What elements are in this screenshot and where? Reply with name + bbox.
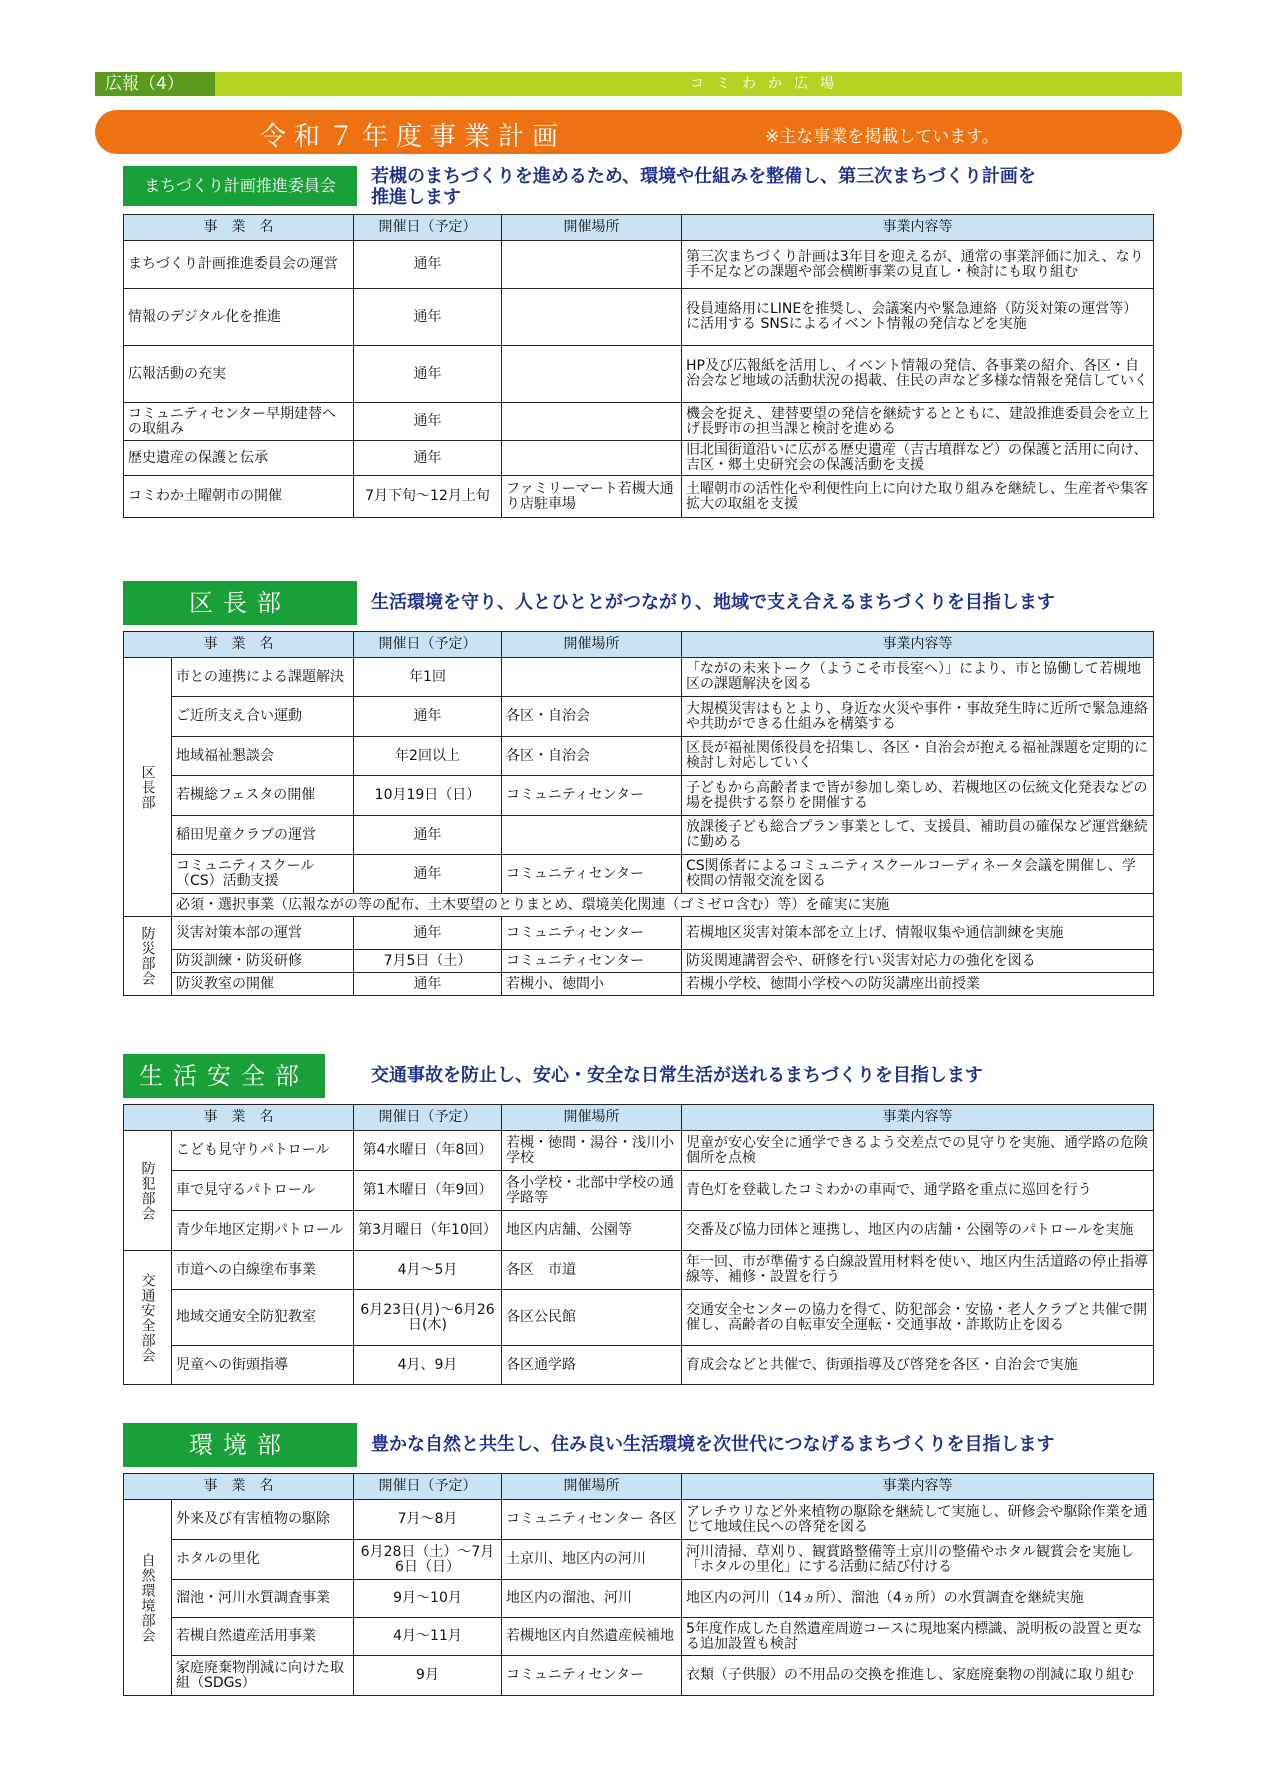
column-header: 事 業 名 bbox=[124, 215, 354, 241]
event-date: 6月28日（土）～7月6日（日） bbox=[354, 1540, 502, 1580]
column-header: 事業内容等 bbox=[682, 215, 1154, 241]
table-row bbox=[124, 1540, 1154, 1580]
table-row bbox=[124, 289, 1154, 346]
event-place: 地区内の溜池、河川 bbox=[502, 1580, 682, 1618]
table-row bbox=[124, 917, 1154, 950]
event-name: こども見守りパトロール bbox=[172, 1131, 354, 1171]
event-place: 各小学校・北部中学校の通学路等 bbox=[502, 1171, 682, 1211]
group-label-text: 自然環境部会 bbox=[139, 1552, 156, 1643]
event-date: 10月19日（日） bbox=[354, 776, 502, 816]
table-row bbox=[124, 1131, 1154, 1171]
event-place: 各区・自治会 bbox=[502, 697, 682, 737]
column-header: 事 業 名 bbox=[124, 1474, 354, 1500]
event-name: 若槻自然遺産活用事業 bbox=[172, 1618, 354, 1656]
event-place: 若槻・徳間・湯谷・浅川小学校 bbox=[502, 1131, 682, 1171]
event-name: 防災訓練・防災研修 bbox=[172, 950, 354, 973]
event-name: 広報活動の充実 bbox=[124, 346, 354, 403]
event-name: ご近所支え合い運動 bbox=[172, 697, 354, 737]
event-place: 各区 市道 bbox=[502, 1251, 682, 1290]
group-label-text: 防犯部会 bbox=[139, 1160, 156, 1221]
event-description: 放課後子ども総合プラン事業として、支援員、補助員の確保など運営継続に勤める bbox=[682, 816, 1154, 855]
event-place: 各区公民館 bbox=[502, 1290, 682, 1346]
event-date: 通年 bbox=[354, 855, 502, 894]
column-header: 開催日（予定） bbox=[354, 1105, 502, 1131]
event-date: 通年 bbox=[354, 403, 502, 441]
event-date: 通年 bbox=[354, 917, 502, 950]
event-place bbox=[502, 289, 682, 346]
event-name: 災害対策本部の運営 bbox=[172, 917, 354, 950]
event-description: 旧北国街道沿いに広がる歴史遺産（吉古墳群など）の保護と活用に向け、吉区・郷土史研究会の保護活動を支援 bbox=[682, 441, 1154, 476]
event-name: まちづくり計画推進委員会の運営 bbox=[124, 241, 354, 289]
group-label bbox=[124, 917, 172, 996]
event-date: 4月、9月 bbox=[354, 1346, 502, 1385]
table-row bbox=[124, 816, 1154, 855]
event-place: コミュニティセンター bbox=[502, 917, 682, 950]
event-description: 5年度作成した自然遺産周遊コースに現地案内標識、説明板の設置と更なる追加設置も検討 bbox=[682, 1618, 1154, 1656]
event-place bbox=[502, 816, 682, 855]
column-header: 事業内容等 bbox=[682, 632, 1154, 658]
event-date: 年1回 bbox=[354, 658, 502, 697]
event-description: CS関係者によるコミュニティスクールコーディネータ会議を開催し、学校間の情報交流を図る bbox=[682, 855, 1154, 894]
event-name: 溜池・河川水質調査事業 bbox=[172, 1580, 354, 1618]
group-label-text: 交通安全部会 bbox=[139, 1272, 156, 1363]
event-place bbox=[502, 346, 682, 403]
table-row bbox=[124, 776, 1154, 816]
event-name: 情報のデジタル化を推進 bbox=[124, 289, 354, 346]
event-date: 通年 bbox=[354, 441, 502, 476]
event-description: 若槻地区災害対策本部を立上げ、情報収集や通信訓練を実施 bbox=[682, 917, 1154, 950]
group-label-text: 区長部 bbox=[139, 764, 156, 810]
section-label: 生活安全部 bbox=[123, 1054, 325, 1098]
event-name: コミュニティスクール（CS）活動支援 bbox=[172, 855, 354, 894]
event-name: 家庭廃棄物削減に向けた取組（SDGs） bbox=[172, 1656, 354, 1696]
event-name: 市との連携による課題解決 bbox=[172, 658, 354, 697]
event-name: 地域福祉懇談会 bbox=[172, 737, 354, 776]
event-date: 通年 bbox=[354, 973, 502, 996]
column-header: 事 業 名 bbox=[124, 1105, 354, 1131]
event-place: コミュニティセンター bbox=[502, 950, 682, 973]
section-slogan: 若槻のまちづくりを進めるため、環境や仕組みを整備し、第三次まちづくり計画を 推進します bbox=[371, 166, 1036, 208]
event-description: 機会を捉え、建替要望の発信を継続するとともに、建設推進委員会を立上げ長野市の担当課と検討を進める bbox=[682, 403, 1154, 441]
event-place: 若槻小、徳間小 bbox=[502, 973, 682, 996]
table-row bbox=[124, 1346, 1154, 1385]
event-description: 役員連絡用にLINEを推奨し、会議案内や緊急連絡（防災対策の運営等）に活用する SNSによるイベント情報の発信などを実施 bbox=[682, 289, 1154, 346]
table-row bbox=[124, 1251, 1154, 1290]
section-ward-chief bbox=[123, 581, 1154, 996]
event-place: 各区・自治会 bbox=[502, 737, 682, 776]
event-place: ファミリーマート若槻大通り店駐車場 bbox=[502, 476, 682, 518]
event-name: 防災教室の開催 bbox=[172, 973, 354, 996]
event-date: 7月5日（土） bbox=[354, 950, 502, 973]
event-date: 通年 bbox=[354, 289, 502, 346]
event-description: HP及び広報紙を活用し、イベント情報の発信、各事業の紹介、各区・自治会など地域の活動状況の掲載、住民の声など多様な情報を発信していく bbox=[682, 346, 1154, 403]
event-name: 地域交通安全防犯教室 bbox=[172, 1290, 354, 1346]
group-label bbox=[124, 1500, 172, 1696]
group-label bbox=[124, 1131, 172, 1251]
section-slogan: 豊かな自然と共生し、住み良い生活環境を次世代につなげるまちづくりを目指します bbox=[371, 1434, 1055, 1455]
table-row bbox=[124, 658, 1154, 697]
event-description: 区長が福祉関係役員を招集し、各区・自治会が抱える福祉課題を定期的に検討し対応していく bbox=[682, 737, 1154, 776]
table-row bbox=[124, 1171, 1154, 1211]
plan-table bbox=[123, 1104, 1154, 1385]
event-date: 4月～5月 bbox=[354, 1251, 502, 1290]
page-title: 令和７年度事業計画 bbox=[260, 122, 567, 152]
event-date: 通年 bbox=[354, 241, 502, 289]
event-name: 若槻総フェスタの開催 bbox=[172, 776, 354, 816]
table-row bbox=[124, 1618, 1154, 1656]
event-date: 通年 bbox=[354, 346, 502, 403]
event-description: 交番及び協力団体と連携し、地区内の店舗・公園等のパトロールを実施 bbox=[682, 1211, 1154, 1251]
column-header: 事業内容等 bbox=[682, 1105, 1154, 1131]
event-date: 年2回以上 bbox=[354, 737, 502, 776]
column-header: 開催日（予定） bbox=[354, 1474, 502, 1500]
event-description: 児童が安心安全に通学できるよう交差点での見守りを実施、通学路の危険個所を点検 bbox=[682, 1131, 1154, 1171]
event-name: 外来及び有害植物の駆除 bbox=[172, 1500, 354, 1540]
event-description: 「ながの未来トーク（ようこそ市長室へ）」により、市と協働して若槻地区の課題解決を図る bbox=[682, 658, 1154, 697]
event-place bbox=[502, 241, 682, 289]
event-place bbox=[502, 403, 682, 441]
group-label bbox=[124, 658, 172, 917]
event-name: ホタルの里化 bbox=[172, 1540, 354, 1580]
event-name: 歴史遺産の保護と伝承 bbox=[124, 441, 354, 476]
event-description: 育成会などと共催で、街頭指導及び啓発を各区・自治会で実施 bbox=[682, 1346, 1154, 1385]
event-description: 子どもから高齢者まで皆が参加し楽しめ、若槻地区の伝統文化発表などの場を提供する祭りを開催する bbox=[682, 776, 1154, 816]
event-date: 4月～11月 bbox=[354, 1618, 502, 1656]
page-header-bar bbox=[95, 72, 1182, 96]
column-header: 開催場所 bbox=[502, 215, 682, 241]
section-slogan: 生活環境を守り、人とひととがつながり、地域で支え合えるまちづくりを目指します bbox=[371, 592, 1055, 613]
page-number: 広報（4） bbox=[95, 72, 215, 96]
event-date: 7月下旬～12月上旬 bbox=[354, 476, 502, 518]
event-place: 各区通学路 bbox=[502, 1346, 682, 1385]
event-description: 若槻小学校、徳間小学校への防災講座出前授業 bbox=[682, 973, 1154, 996]
column-header: 開催日（予定） bbox=[354, 632, 502, 658]
event-place: コミュニティセンター bbox=[502, 855, 682, 894]
table-row bbox=[124, 697, 1154, 737]
event-date: 7月～8月 bbox=[354, 1500, 502, 1540]
event-date: 9月 bbox=[354, 1656, 502, 1696]
event-place: 若槻地区内自然遺産候補地 bbox=[502, 1618, 682, 1656]
table-row bbox=[124, 1656, 1154, 1696]
column-header: 開催場所 bbox=[502, 632, 682, 658]
event-name: 稲田児童クラブの運営 bbox=[172, 816, 354, 855]
event-date: 通年 bbox=[354, 816, 502, 855]
event-name: コミわか土曜朝市の開催 bbox=[124, 476, 354, 518]
table-row bbox=[124, 1211, 1154, 1251]
table-row bbox=[124, 346, 1154, 403]
table-row bbox=[124, 441, 1154, 476]
event-description: 河川清掃、草刈り、観賞路整備等土京川の整備やホタル観賞会を実施し「ホタルの里化」にする活動に結び付ける bbox=[682, 1540, 1154, 1580]
table-row bbox=[124, 973, 1154, 996]
table-row bbox=[124, 476, 1154, 518]
event-date: 第3月曜日（年10回） bbox=[354, 1211, 502, 1251]
event-place bbox=[502, 441, 682, 476]
group-label-text: 防災部会 bbox=[139, 926, 156, 986]
table-row bbox=[124, 737, 1154, 776]
event-place bbox=[502, 658, 682, 697]
event-name: コミュニティセンター早期建替への取組み bbox=[124, 403, 354, 441]
event-description: アレチウリなど外来植物の駆除を継続して実施し、研修会や駆除作業を通じて地域住民への啓発を図る bbox=[682, 1500, 1154, 1540]
section-environment bbox=[123, 1423, 1154, 1696]
plan-table bbox=[123, 631, 1154, 996]
column-header: 開催日（予定） bbox=[354, 215, 502, 241]
event-description: 交通安全センターの協力を得て、防犯部会・安協・老人クラブと共催で開催し、高齢者の自転車安全運転・交通事故・詐欺防止を図る bbox=[682, 1290, 1154, 1346]
event-date: 6月23日(月)～6月26日(木) bbox=[354, 1290, 502, 1346]
column-header: 開催場所 bbox=[502, 1105, 682, 1131]
table-row bbox=[124, 1580, 1154, 1618]
event-place: コミュニティセンター bbox=[502, 1656, 682, 1696]
event-date: 通年 bbox=[354, 697, 502, 737]
section-label: 環境部 bbox=[123, 1423, 357, 1467]
event-name: 車で見守るパトロール bbox=[172, 1171, 354, 1211]
table-row bbox=[124, 894, 1154, 917]
table-row bbox=[124, 855, 1154, 894]
event-place: 地区内店舗、公園等 bbox=[502, 1211, 682, 1251]
table-row bbox=[124, 1290, 1154, 1346]
event-description: 土曜朝市の活性化や利便性向上に向けた取り組みを継続し、生産者や集客拡大の取組を支援 bbox=[682, 476, 1154, 518]
event-name: 青少年地区定期パトロール bbox=[172, 1211, 354, 1251]
table-row bbox=[124, 950, 1154, 973]
event-description: 青色灯を登載したコミわかの車両で、通学路を重点に巡回を行う bbox=[682, 1171, 1154, 1211]
event-place: コミュニティセンター 各区 bbox=[502, 1500, 682, 1540]
section-safety bbox=[123, 1054, 1154, 1385]
mandatory-note: 必須・選択事業（広報ながの等の配布、土木要望のとりまとめ、環境美化関連（ゴミゼロ含む）等）を確実に実施 bbox=[172, 894, 1154, 917]
column-header: 開催場所 bbox=[502, 1474, 682, 1500]
publication-name: コミわか広場 bbox=[215, 72, 1182, 96]
plan-table bbox=[123, 214, 1154, 518]
event-description: 防災関連講習会や、研修を行い災害対応力の強化を図る bbox=[682, 950, 1154, 973]
event-name: 市道への白線塗布事業 bbox=[172, 1251, 354, 1290]
event-description: 第三次まちづくり計画は3年目を迎えるが、通常の事業評価に加え、なり手不足などの課題や部会横断事業の見直し・検討にも取り組む bbox=[682, 241, 1154, 289]
table-row bbox=[124, 403, 1154, 441]
section-label: まちづくり計画推進委員会 bbox=[123, 166, 357, 206]
section-slogan: 交通事故を防止し、安心・安全な日常生活が送れるまちづくりを目指します bbox=[371, 1065, 983, 1086]
event-place: コミュニティセンター bbox=[502, 776, 682, 816]
plan-table bbox=[123, 1473, 1154, 1696]
event-place: 土京川、地区内の河川 bbox=[502, 1540, 682, 1580]
event-name: 児童への街頭指導 bbox=[172, 1346, 354, 1385]
table-row bbox=[124, 241, 1154, 289]
event-description: 大規模災害はもとより、身近な火災や事件・事故発生時に近所で緊急連絡や共助ができる仕組みを構築する bbox=[682, 697, 1154, 737]
title-banner bbox=[95, 110, 1182, 154]
event-date: 第4水曜日（年8回） bbox=[354, 1131, 502, 1171]
column-header: 事 業 名 bbox=[124, 632, 354, 658]
table-row bbox=[124, 1500, 1154, 1540]
column-header: 事業内容等 bbox=[682, 1474, 1154, 1500]
section-label: 区長部 bbox=[123, 581, 357, 625]
title-note: ※主な事業を掲載しています。 bbox=[765, 127, 999, 147]
group-label bbox=[124, 1251, 172, 1385]
event-description: 地区内の河川（14ヵ所）、溜池（4ヵ所）の水質調査を継続実施 bbox=[682, 1580, 1154, 1618]
event-date: 9月～10月 bbox=[354, 1580, 502, 1618]
event-date: 第1木曜日（年9回） bbox=[354, 1171, 502, 1211]
section-planning-committee bbox=[123, 164, 1154, 518]
event-description: 年一回、市が準備する白線設置用材料を使い、地区内生活道路の停止指導線等、補修・設置を行う bbox=[682, 1251, 1154, 1290]
event-description: 衣類（子供服）の不用品の交換を推進し、家庭廃棄物の削減に取り組む bbox=[682, 1656, 1154, 1696]
